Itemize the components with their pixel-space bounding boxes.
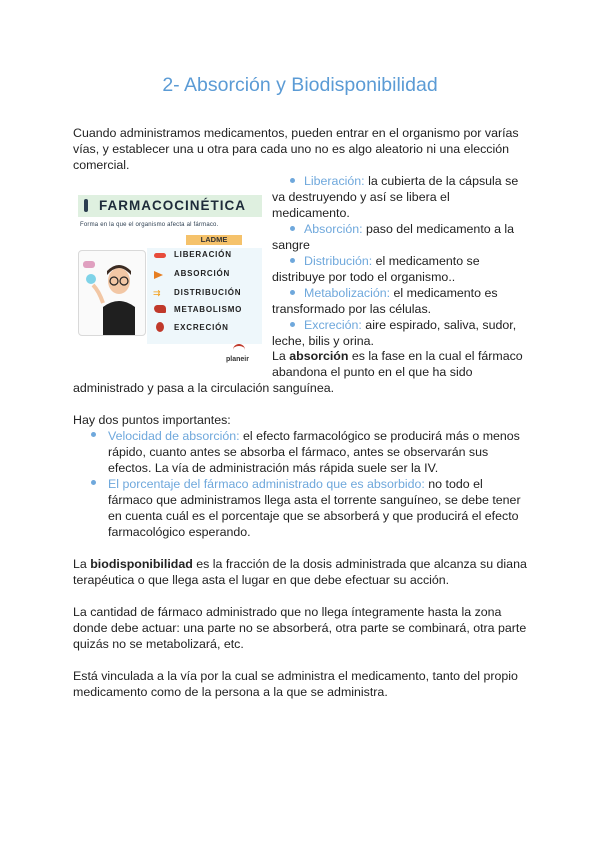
person-illustration bbox=[78, 250, 146, 336]
infographic-banner bbox=[78, 195, 262, 217]
list-item: Excreción: aire espirado, saliva, sudor, leche, bilis y orina. bbox=[272, 318, 517, 348]
bullet-icon bbox=[290, 226, 295, 231]
phases-list bbox=[272, 173, 530, 349]
step-absorcion: ABSORCIÓN bbox=[174, 269, 231, 278]
absorcion-paragraph: La absorción es la fase en la cual el fármaco abandona el punto en el que ha sido bbox=[272, 349, 523, 379]
list-item: Metabolización: el medicamento es transformado por las células. bbox=[272, 286, 498, 316]
cantidad-paragraph: La cantidad de fármaco administrado que no llega íntegramente hasta la zona donde debe actuar: una parte no se absorberá, otra parte se combinará, otra parte quizás no se metabolizará, etc. bbox=[73, 605, 527, 651]
list-item: El porcentaje del fármaco administrado que es absorbido: no todo el fármaco que administramos llega asta el torrente sanguíneo, se debe tener en cuenta cuál es el porcentaje que se absorberá y que producirá el efecto farmacológico esperando. bbox=[91, 476, 528, 540]
list-item: Absorción: paso del medicamento a la sangre bbox=[272, 222, 515, 252]
logo-text: planeir bbox=[226, 356, 249, 363]
step-liberacion: LIBERACIÓN bbox=[174, 250, 232, 259]
bullet-icon bbox=[91, 432, 96, 437]
list-item: Liberación: la cubierta de la cápsula se va destruyendo y así se libera el medicamento. bbox=[272, 174, 519, 220]
pharmacokinetics-infographic bbox=[78, 192, 264, 367]
person-icon bbox=[79, 251, 145, 335]
page-title: 2- Absorción y Biodisponibilidad bbox=[162, 74, 438, 96]
important-intro: Hay dos puntos importantes: bbox=[73, 413, 231, 427]
bullet-icon bbox=[290, 178, 295, 183]
list-item: Distribución: el medicamento se distribuye por todo el organismo.. bbox=[272, 254, 480, 284]
list-item: Velocidad de absorción: el efecto farmacológico se producirá más o menos rápido, cuanto antes se absorba el fármaco, antes se observarán sus efectos. La vía de administración más rápida suele ser la IV. bbox=[91, 428, 528, 476]
biodisponibilidad-paragraph: La biodisponibilidad es la fracción de la dosis administrada que alcanza su diana terapéutica o que llega asta el lugar en que debe efectuar su acción. bbox=[73, 557, 527, 587]
absorcion-paragraph-cont: administrado y pasa a la circulación sanguínea. bbox=[73, 381, 335, 395]
arrows-icon: ⇉ bbox=[153, 288, 161, 298]
step-excrecion: EXCRECIÓN bbox=[174, 323, 229, 332]
bullet-icon bbox=[290, 290, 295, 295]
pill-icon bbox=[154, 253, 166, 258]
bullet-icon bbox=[91, 480, 96, 485]
step-metabolismo: METABOLISMO bbox=[174, 305, 243, 314]
capsule-icon bbox=[84, 199, 88, 212]
via-paragraph: Está vinculada a la vía por la cual se administra el medicamento, tanto del propio medicamento como de la persona a la que se administra. bbox=[73, 669, 518, 699]
arrow-icon bbox=[154, 271, 163, 279]
bullet-icon bbox=[290, 258, 295, 263]
infographic-heading: FARMACOCINÉTICA bbox=[99, 198, 246, 213]
liver-icon bbox=[154, 305, 166, 313]
intro-paragraph: Cuando administramos medicamentos, pueden entrar en el organismo por varías vías, y establecer una u otra para cada uno no es algo aleatorio ni una elección comercial. bbox=[73, 126, 519, 172]
points-list bbox=[91, 428, 528, 540]
infographic-subheading: Forma en la que el organismo afecta al fármaco. bbox=[80, 222, 219, 228]
step-distribucion: DISTRIBUCIÓN bbox=[174, 288, 242, 297]
ladme-badge: LADME bbox=[186, 235, 242, 245]
kidney-icon bbox=[156, 322, 164, 332]
bullet-icon bbox=[290, 322, 295, 327]
